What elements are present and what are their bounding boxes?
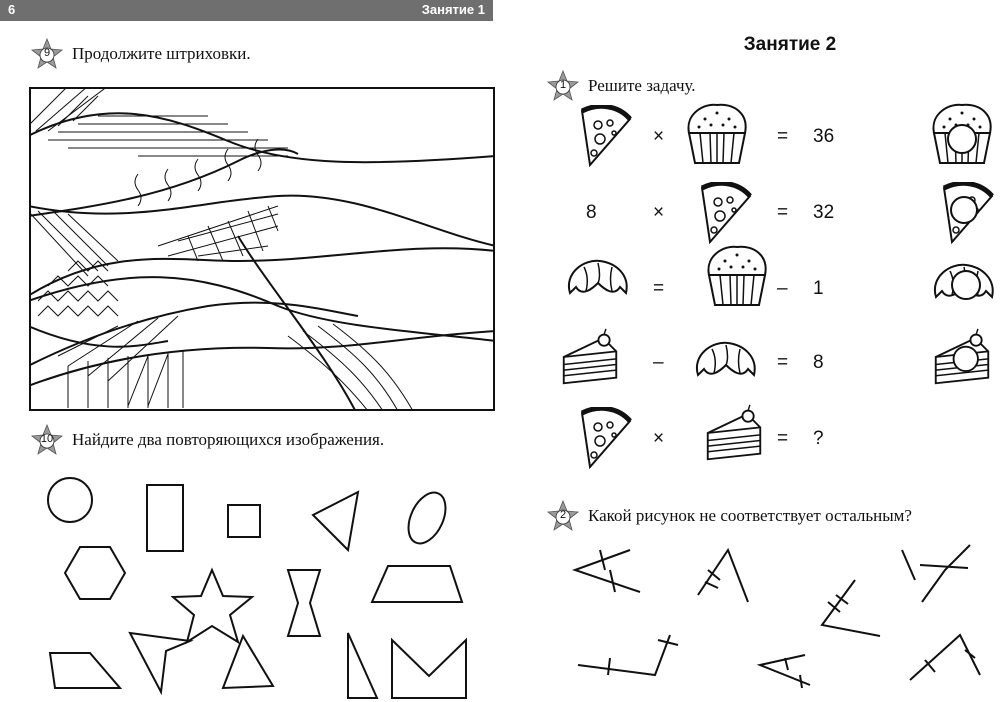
m-shape [392,640,466,698]
left-value: 8 [586,202,597,223]
equals-sign: = [653,278,665,299]
square-shape [228,505,260,537]
task-10-heading [30,424,384,456]
task-number: 10 [40,433,54,445]
task-1-heading [546,70,696,102]
operator: × [653,428,665,449]
ellipse-shape [401,487,453,549]
bowtie-shape [288,570,320,636]
cupcake-icon [685,103,749,167]
operator: × [653,126,665,147]
page-number: 6 [8,2,16,17]
result-value: 8 [813,352,824,373]
result-value: 36 [813,126,835,147]
task-text: Продолжите штриховки. [72,44,251,63]
line-figure-6 [760,655,810,688]
task-number: 9 [43,47,51,59]
cupcake-icon [705,245,769,309]
equals-sign: = [777,202,789,223]
line-figure-3 [902,545,970,602]
lesson-2-title: Занятие 2 [743,34,837,55]
cake-slice-icon [702,403,766,463]
operator: × [653,202,665,223]
rectangle-shape [147,485,183,551]
cake-answer-icon [930,327,994,387]
task-number-star-icon [546,70,580,102]
line-figure-5 [578,635,678,675]
line-figure-7 [910,635,980,680]
right-triangle-shape [348,633,377,698]
line-figure-2 [698,550,748,602]
task-2-heading [546,500,912,532]
pizza-slice-icon [578,407,634,471]
pizza-slice-icon [578,105,634,169]
line-figure-1 [575,550,640,592]
pizza-slice-icon [698,182,754,246]
triangle-shape [313,492,358,550]
line-figures-set [560,540,1000,700]
task-number-star-icon [30,38,64,70]
task-text: Какой рисунок не соответствует остальным? [588,506,912,525]
circle-shape [48,478,92,522]
line-figure-4 [822,580,880,636]
task-9-heading [30,38,251,70]
trapezoid-shape [372,566,462,602]
task-text: Найдите два повторяющихся изображения. [72,430,385,449]
croissant-answer-icon [930,257,996,307]
shapes-set [30,470,490,700]
pizza-answer-icon [940,182,996,246]
result-value: 1 [813,278,824,299]
quadrilateral-shape [50,653,120,688]
equals-sign: = [777,126,789,147]
page-header-bar [0,0,493,21]
lesson-label: Занятие 1 [421,2,485,17]
task-number: 1 [559,79,567,91]
cake-slice-icon [558,327,622,387]
task-number-star-icon [30,424,64,456]
croissant-icon [564,253,630,303]
result-value: 32 [813,202,835,223]
task-number-star-icon [546,500,580,532]
task-text: Решите задачу. [588,76,696,95]
arrow-shape [130,633,190,692]
result-value: ? [813,428,824,449]
star-shape [173,570,252,642]
operator: – [653,352,664,373]
cupcake-answer-icon [930,103,994,167]
operator: – [777,278,788,299]
croissant-icon [692,335,758,385]
hexagon-shape [65,547,125,599]
triangle-shape-2 [223,636,273,688]
equals-sign: = [777,428,789,449]
equals-sign: = [777,352,789,373]
task-number: 2 [559,509,567,521]
hatching-picture [28,86,496,414]
